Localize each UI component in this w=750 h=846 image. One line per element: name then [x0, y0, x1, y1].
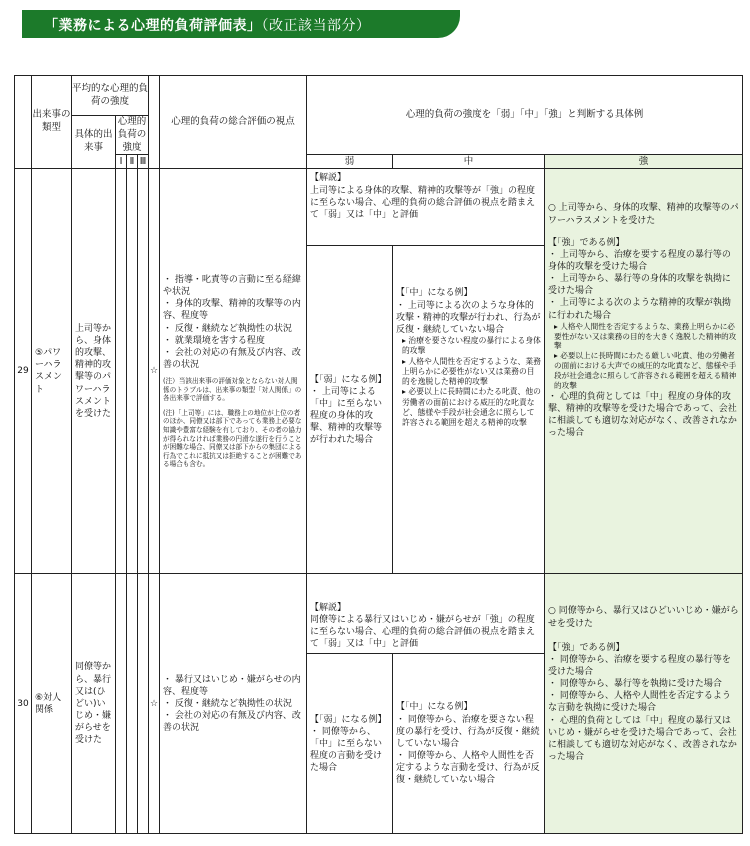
- strong-label: 【「強」である例】: [548, 642, 625, 653]
- evaluation-table: [14, 75, 743, 834]
- strong-cell: [545, 574, 743, 834]
- kaisetsu-text: 同僚等による暴行又はいじめ・嫌がらせが「強」の程度に至らない場合、心理的負荷の総合評価の視点を踏まえて「弱」又は「中」と評価: [310, 615, 536, 650]
- weak-label: 【「弱」になる例】: [310, 714, 387, 725]
- header-strength-levels: 心理的負荷の強度: [116, 116, 149, 155]
- row-number: 29: [15, 169, 32, 574]
- kaisetsu-cell: [307, 574, 545, 654]
- strong-label: 【「強」である例】: [548, 237, 625, 248]
- header-level-3: Ⅲ: [138, 155, 149, 169]
- medium-item: ・ 同僚等から、人格や人間性を否定するような言動を受け、行為が反復・継続していない場合: [396, 751, 540, 786]
- table-row: [15, 574, 743, 654]
- kaisetsu-text: 上司等による身体的攻撃、精神的攻撃等が「強」の程度に至らない場合、心理的負荷の総合評価の視点を踏まえて「弱」又は「中」と評価: [310, 185, 536, 220]
- medium-label: 【「中」になる例】: [396, 702, 473, 713]
- strong-heading: ○ 上司等から、身体的攻撃、精神的攻撃等のパワーハラスメントを受けた: [548, 203, 739, 226]
- kaisetsu-label: 【解説】: [310, 602, 347, 613]
- table-row: [15, 169, 743, 246]
- medium-cell: [393, 654, 545, 834]
- row-overall-view: [160, 574, 307, 834]
- strong-item: ・ 同僚等から、暴行等を執拗に受けた場合: [548, 679, 722, 690]
- strong-cell: [545, 169, 743, 574]
- row-level-1: [116, 574, 127, 834]
- strong-item: ・ 同僚等から、人格や人間性を否定するような言動を執拗に受けた場合: [548, 691, 731, 714]
- header-overall-view: 心理的負荷の総合評価の視点: [160, 76, 307, 169]
- medium-subitem: ▸ 必要以上に長時間にわたる叱責、他の労働者の面前における威圧的な叱責など、態様や手段が社会通念に照らして許容される範囲を超える精神的攻撃: [402, 387, 541, 428]
- view-item: ・ 会社の対応の有無及び内容、改善の状況: [163, 347, 301, 371]
- row-event: 上司等から、身体的攻撃、精神的攻撃等のパワーハラスメントを受けた: [72, 169, 116, 574]
- weak-item: ・ 同僚等から、「中」に至らない程度の言動を受けた場合: [310, 726, 383, 774]
- header-medium: 中: [393, 155, 545, 169]
- weak-item: ・ 上司等による「中」に至らない程度の身体的攻撃、精神的攻撃等が行われた場合: [310, 386, 383, 446]
- kaisetsu-cell: [307, 169, 545, 246]
- strong-item: ・ 同僚等から、治療を要する程度の暴行等を受けた場合: [548, 654, 731, 677]
- strong-item: ・ 上司等から、治療を要する程度の暴行等の身体的攻撃を受けた場合: [548, 249, 731, 272]
- header-specific-event: 具体的出来事: [72, 116, 116, 169]
- view-item: ・ 就業環境を害する程度: [163, 335, 265, 346]
- medium-label: 【「中」になる例】: [396, 288, 473, 299]
- medium-item: ・ 上司等による次のような身体的攻撃・精神的攻撃が行われ、行為が反復・継続していない場合: [396, 300, 541, 335]
- strong-subitem: ▸ 人格や人間性を否定するような、業務上明らかに必要性がない又は業務の目的を大きく逸脱した精神的攻撃: [554, 321, 737, 351]
- header-level-2: Ⅱ: [127, 155, 138, 169]
- medium-item: ・ 同僚等から、治療を要さない程度の暴行を受け、行為が反復・継続していない場合: [396, 714, 540, 749]
- row-number: 30: [15, 574, 32, 834]
- view-item: ・ 反復・継続など執拗性の状況: [163, 698, 292, 709]
- header-star-col: [149, 76, 160, 169]
- row-level-1: [116, 169, 127, 574]
- row-level-2: [127, 574, 138, 834]
- kaisetsu-label: 【解説】: [310, 173, 347, 184]
- header-examples: 心理的負荷の強度を「弱」「中」「強」と判断する具体例: [307, 76, 743, 155]
- weak-label: 【「弱」になる例】: [310, 374, 387, 385]
- header-strong: 強: [545, 155, 743, 169]
- page-subtitle: （改正該当部分）: [261, 18, 371, 34]
- strong-item: ・ 上司等による次のような精神的攻撃が執拗に行われた場合: [548, 298, 731, 321]
- view-item: ・ 会社の対応の有無及び内容、改善の状況: [163, 711, 301, 734]
- medium-cell: [393, 246, 545, 574]
- row-star: ☆: [149, 169, 160, 574]
- strong-item: ・ 上司等から、暴行等の身体的攻撃を執拗に受けた場合: [548, 274, 731, 297]
- medium-subitem: ▸ 治療を要さない程度の暴行による身体的攻撃: [402, 336, 541, 356]
- view-item: ・ 暴行又はいじめ・嫌がらせの内容、程度等: [163, 674, 301, 697]
- strong-heading: ○ 同僚等から、暴行又はひどいいじめ・嫌がらせを受けた: [548, 606, 739, 629]
- note: (注）当該出来事の評価対象とならない対人関係のトラブルは、出来事の類型「対人関係」の各出来事で評価する。: [163, 377, 302, 403]
- row-star: ☆: [149, 574, 160, 834]
- weak-cell: [307, 246, 393, 574]
- row-event: 同僚等から、暴行又は(ひどい)いじめ・嫌がらせを受けた: [72, 574, 116, 834]
- row-level-3: [138, 574, 149, 834]
- weak-cell: [307, 654, 393, 834]
- row-level-2: [127, 169, 138, 574]
- view-item: ・ 身体的攻撃、精神的攻撃等の内容、程度等: [163, 299, 301, 322]
- page-title: 「業務による心理的負荷評価表」（改正該当部分）: [44, 18, 371, 34]
- header-avg-strength: 平均的な心理的負荷の強度: [72, 76, 149, 116]
- header-level-1: Ⅰ: [116, 155, 127, 169]
- header-blank: [15, 76, 32, 169]
- strong-item: ・ 心理的負荷としては「中」程度の身体的攻撃、精神的攻撃等を受けた場合であって、会社に相談しても適切な対応がなく、改善されなかった場合: [548, 391, 737, 439]
- note: (注)「上司等」には、職務上の地位が上位の者のほか、同僚又は部下であっても業務上必要な知識や豊富な経験を有しており、その者の協力が得られなければ業務の円滑な遂行を行うことが困難な場合、同僚又は部下からの集団による行為でこれに抵抗又は拒絶することが困難である場合も含む。: [163, 408, 302, 469]
- view-item: ・ 反復・継続など執拗性の状況: [163, 323, 292, 334]
- strong-subitem: ▸ 必要以上に長時間にわたる厳しい叱責、他の労働者の面前における大声での威圧的な叱責など、態様や手段が社会通念に照らして許容される範囲を超える精神的攻撃: [554, 351, 737, 390]
- medium-subitem: ▸ 人格や人間性を否定するような、業務上明らかに必要性がない又は業務の目的を逸脱した精神的攻撃: [402, 356, 541, 387]
- row-type: ⑤パワーハラスメント: [32, 169, 72, 574]
- header-weak: 弱: [307, 155, 393, 169]
- view-item: ・ 指導・叱責等の言動に至る経緯や状況: [163, 275, 301, 298]
- row-overall-view: [160, 169, 307, 574]
- row-type: ⑥対人関係: [32, 574, 72, 834]
- header-type: 出来事の類型: [32, 76, 72, 169]
- strong-item: ・ 心理的負荷としては「中」程度の暴行又はいじめ・嫌がらせを受けた場合であって、会社に相談しても適切な対応がなく、改善されなかった場合: [548, 715, 737, 762]
- row-level-3: [138, 169, 149, 574]
